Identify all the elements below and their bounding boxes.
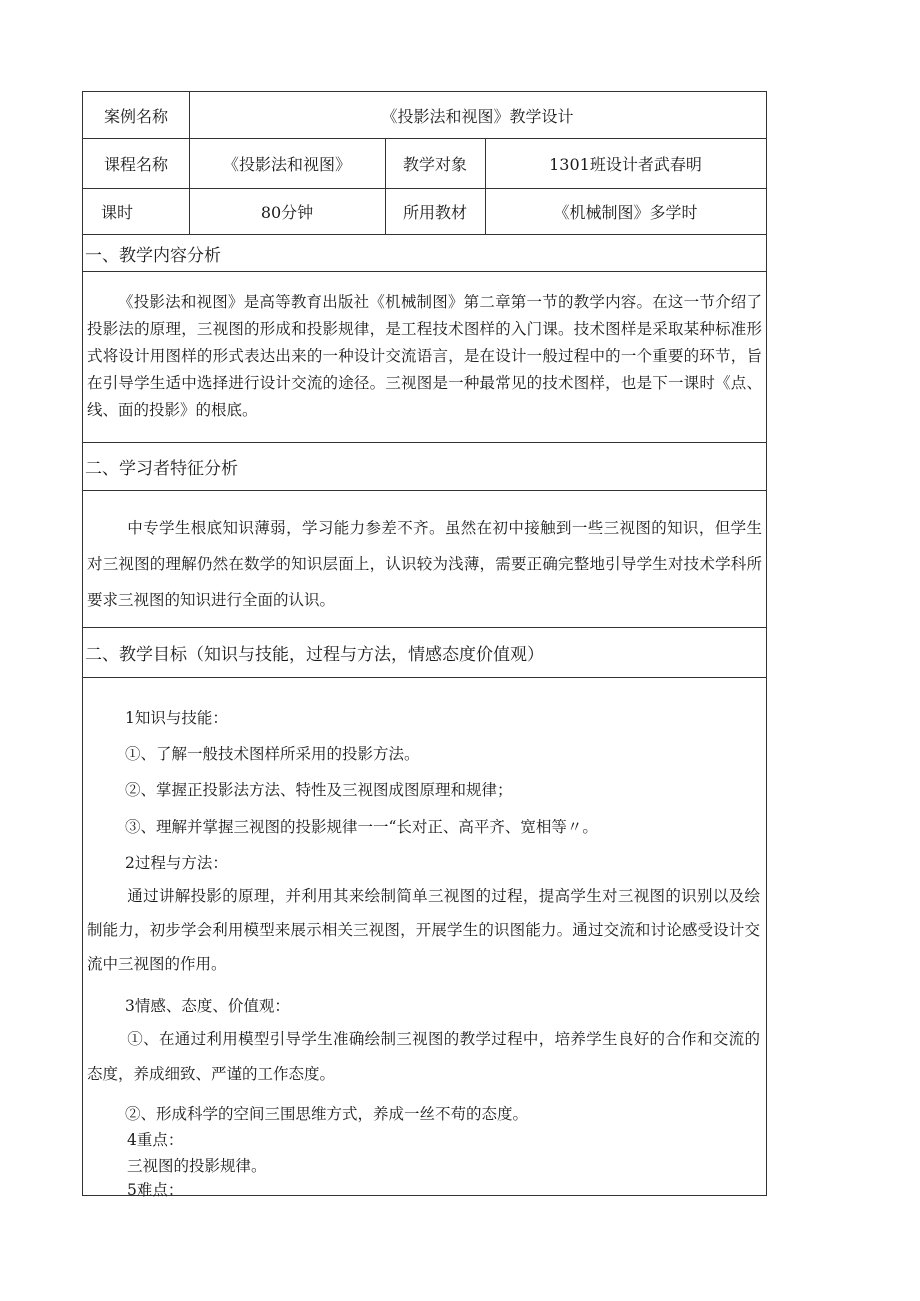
section-objectives-title: 二、教学目标（知识与技能，过程与方法，情感态度价值观） [83,628,766,678]
difficulty-title: 5难点： [127,1181,184,1199]
knowledge-item-3: ③、理解并掌握三视图的投影规律一一“长对正、高平齐、宽相等〃。 [125,818,598,836]
knowledge-item-1: ①、了解一般技术图样所采用的投影方法。 [125,745,420,763]
section-content-analysis-body: 《投影法和视图》是高等教育出版社《机械制图》第二章第一节的教学内容。在这一节介绍了投影法的原理，三视图的形成和投影规律，是工程技术图样的入门课。技术图样是采取某种标准形式将设计用图样的形式表达出来的一种设计交流语言，是在设计一般过程中的一个重要的环节，旨在引导学生适中选择进行设计交流的途径。三视图是一种最常见的技术图样，也是下一课时《点、线、面的投影》的根底。 [87,293,762,419]
emotion-item-1: ①、在通过利用模型引导学生准确绘制三视图的教学过程中，培养学生良好的合作和交流的态度，养成细致、严谨的工作态度。 [87,1030,760,1083]
course-label: 课程名称 [103,155,168,174]
emotion-item-2: ②、形成科学的空间三围思维方式，养成一丝不苟的态度。 [125,1105,529,1123]
hours-value: 80分钟 [260,203,314,222]
audience-label: 教学对象 [402,155,467,174]
knowledge-item-2: ②、掌握正投影法方法、特性及三视图成图原理和规律； [125,781,513,799]
emotion-title: 3情感、态度、价值观： [125,997,290,1015]
case-name-value: 《投影法和视图》教学设计 [381,106,574,126]
case-name-label: 案例名称 [103,106,168,126]
section-learner-analysis-title: 二、学习者特征分析 [83,443,766,491]
lesson-plan-table [82,91,767,1199]
process-body: 通过讲解投影的原理，并利用其来绘制简单三视图的过程，提高学生对三视图的识别以及绘制能力，初步学会利用模型来展示相关三视图，开展学生的识图能力。通过交流和讨论感受设计交流中三视图的作用。 [87,887,760,973]
case-name-row [83,92,766,139]
section-learner-analysis-body: 中专学生根底知识薄弱，学习能力参差不齐。虽然在初中接触到一些三视图的知识，但学生对三视图的理解仍然在数学的知识层面上，认识较为浅薄，需要正确完整地引导学生对技术学科所要求三视图的知识进行全面的认识。 [87,519,762,609]
knowledge-title: 1知识与技能： [125,709,228,727]
focus-title: 4重点： [127,1131,184,1149]
hours-row [83,189,766,235]
course-row [83,139,766,189]
textbook-value: 《机械制图》多学时 [553,203,698,222]
section-content-analysis-title: 一、教学内容分析 [83,235,766,272]
audience-value: 1301班设计者武春明 [549,155,702,174]
hours-label: 课时 [101,203,134,222]
course-value: 《投影法和视图》 [222,155,351,174]
process-title: 2过程与方法： [125,854,228,872]
focus-body: 三视图的投影规律。 [127,1157,267,1175]
textbook-label: 所用教材 [402,203,467,222]
